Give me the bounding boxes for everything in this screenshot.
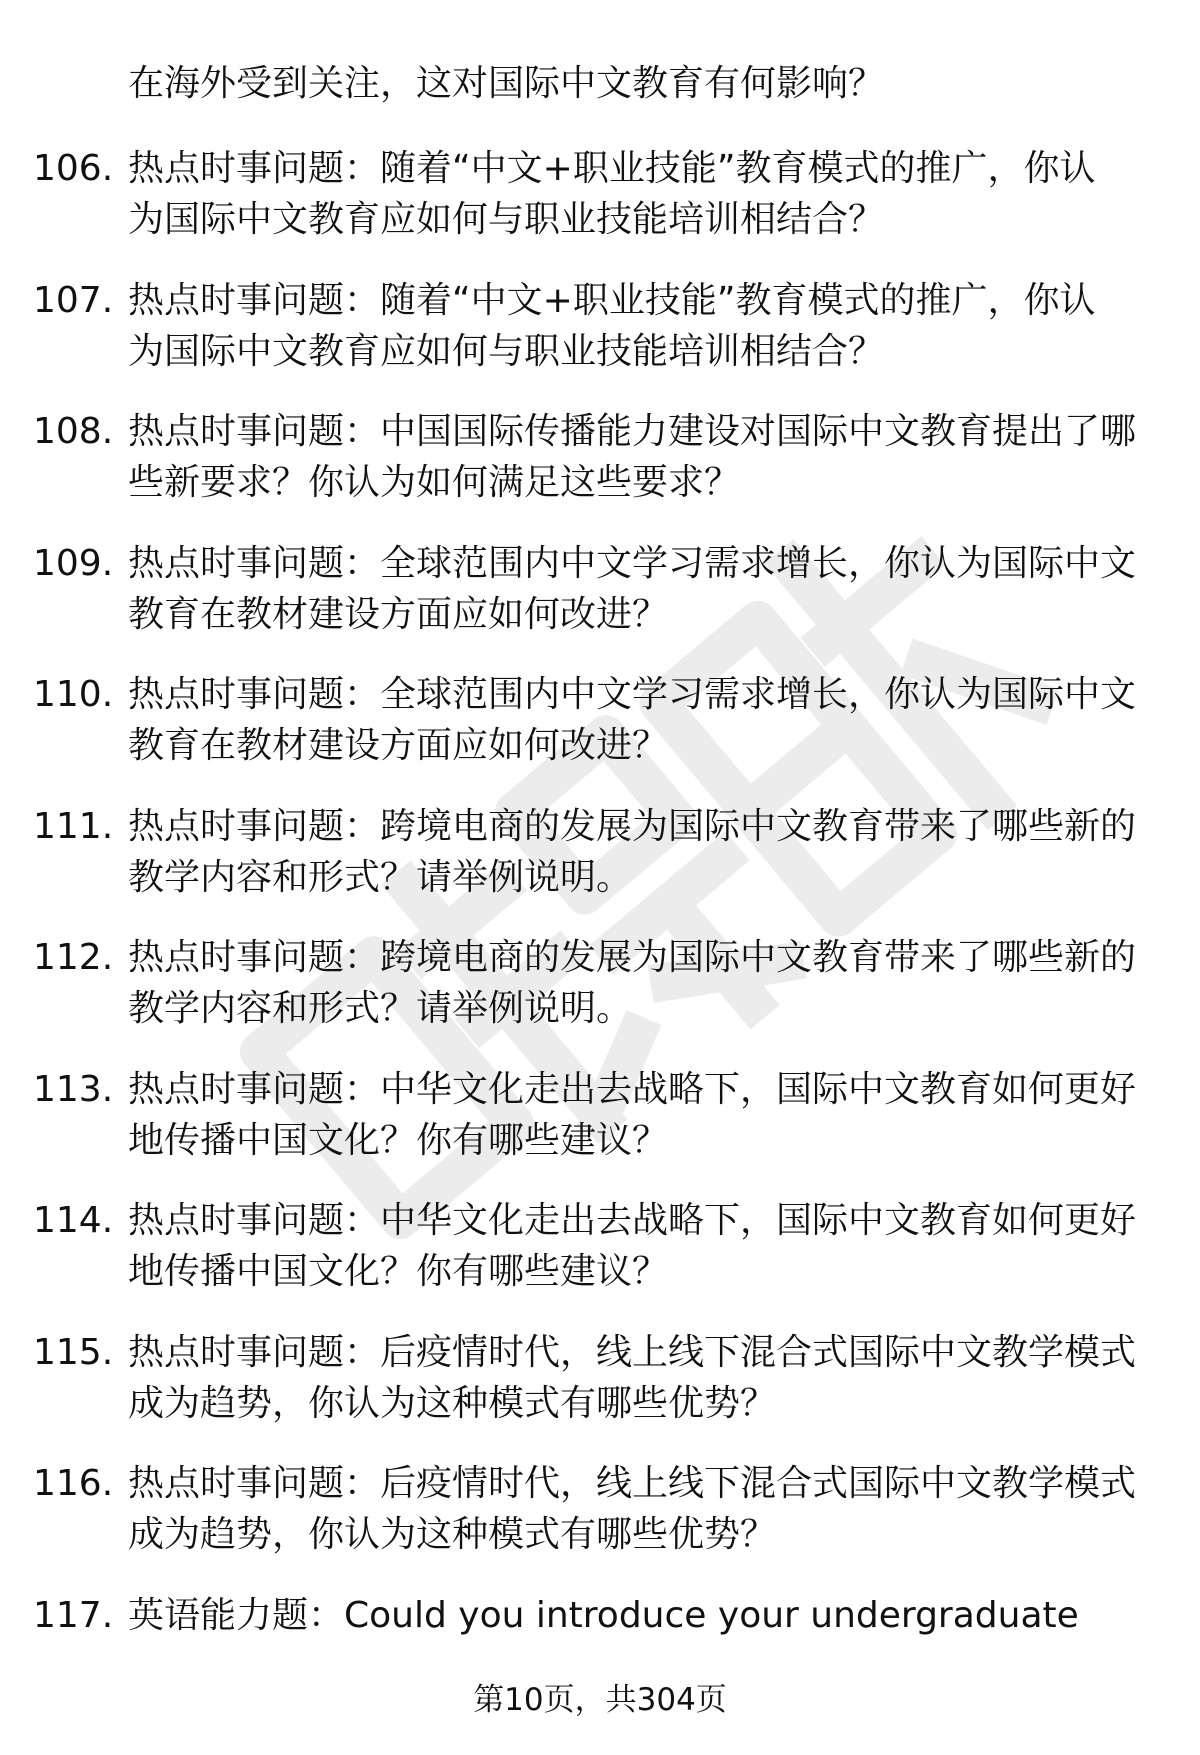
question-number: 109.: [33, 542, 114, 584]
question-item: [0, 1458, 1200, 1590]
question-text-line-2: 为国际中文教育应如何与职业技能培训相结合？: [128, 199, 885, 240]
question-item: [0, 406, 1200, 538]
question-text-line-1: 热点时事问题：全球范围内中文学习需求增长，你认为国际中文: [128, 674, 1137, 715]
question-text-line-1: 热点时事问题：中国国际传播能力建设对国际中文教育提出了哪: [128, 411, 1137, 452]
question-text-line-1: 热点时事问题：跨境电商的发展为国际中文教育带来了哪些新的: [128, 937, 1137, 978]
question-item: [0, 932, 1200, 1064]
question-text-line-1: 热点时事问题：随着“中文+职业技能”教育模式的推广，你认: [128, 279, 1096, 321]
question-number: 106.: [33, 148, 114, 189]
page-footer: 第10页，共304页: [473, 1682, 727, 1718]
question-item: [0, 275, 1200, 407]
question-number: 113.: [33, 1068, 114, 1110]
question-item: [0, 669, 1200, 801]
question-text-line-2: 教学内容和形式？请举例说明。: [128, 856, 633, 898]
question-item: [0, 1064, 1200, 1196]
question-text-line-1: 热点时事问题：后疫情时代，线上线下混合式国际中文教学模式: [128, 1331, 1137, 1373]
question-text-line-2: 成为趋势，你认为这种模式有哪些优势？: [128, 1514, 777, 1555]
question-text-line-2: 为国际中文教育应如何与职业技能培训相结合？: [128, 330, 885, 372]
question-number: 108.: [33, 411, 114, 452]
question-number: 110.: [33, 674, 114, 715]
continuation-text: 在海外受到关注，这对国际中文教育有何影响？: [128, 63, 885, 104]
question-text-line-1: 热点时事问题：中华文化走出去战略下，国际中文教育如何更好: [128, 1068, 1137, 1110]
question-text-line-1: 热点时事问题：随着“中文+职业技能”教育模式的推广，你认: [128, 148, 1096, 189]
question-text-line-2: 地传播中国文化？你有哪些建议？: [128, 1119, 669, 1161]
question-number: 116.: [33, 1463, 114, 1504]
question-text-line-2: 教育在教材建设方面应如何改进？: [128, 725, 669, 766]
question-text-line-1: 热点时事问题：后疫情时代，线上线下混合式国际中文教学模式: [128, 1463, 1137, 1504]
question-number: 117.: [33, 1594, 114, 1636]
question-item: [0, 1327, 1200, 1459]
question-text-line-2: 教育在教材建设方面应如何改进？: [128, 593, 669, 635]
question-text-line-1: 热点时事问题：中华文化走出去战略下，国际中文教育如何更好: [128, 1200, 1137, 1241]
question-text-line-1: 热点时事问题：全球范围内中文学习需求增长，你认为国际中文: [128, 542, 1137, 584]
question-text-line-2: 成为趋势，你认为这种模式有哪些优势？: [128, 1382, 777, 1424]
question-number: 112.: [33, 937, 114, 978]
question-list: [0, 143, 1200, 1721]
question-text-line-1: 热点时事问题：跨境电商的发展为国际中文教育带来了哪些新的: [128, 805, 1137, 847]
question-item: [0, 143, 1200, 275]
question-number: 111.: [33, 805, 114, 847]
question-item: [0, 538, 1200, 670]
question-text-line-2: 地传播中国文化？你有哪些建议？: [128, 1251, 669, 1292]
question-text-line-2: 教学内容和形式？请举例说明。: [128, 988, 633, 1029]
question-number: 114.: [33, 1200, 114, 1241]
question-item: [0, 1195, 1200, 1327]
question-number: 115.: [33, 1331, 114, 1373]
question-number: 107.: [33, 279, 114, 321]
question-item: [0, 801, 1200, 933]
question-text-line-2: 些新要求？你认为如何满足这些要求？: [128, 462, 741, 503]
question-text-line-1: 英语能力题：Could you introduce your undergraduate: [128, 1594, 1079, 1636]
